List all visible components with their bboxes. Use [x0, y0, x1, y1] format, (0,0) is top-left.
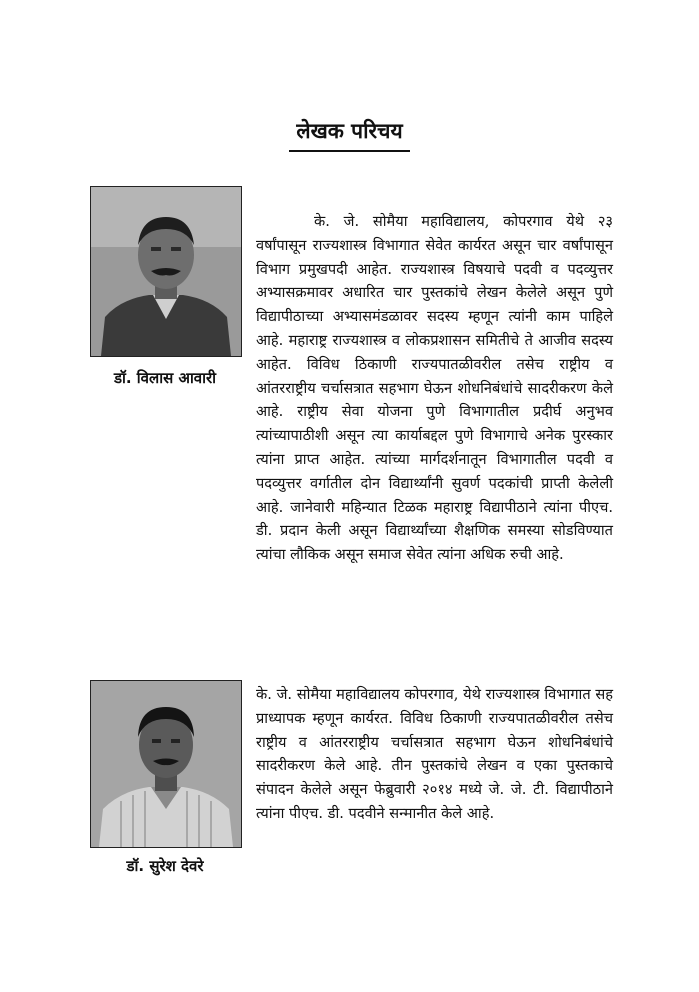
page-title: लेखक परिचय	[296, 119, 403, 143]
author-photo-vilas-awari	[90, 186, 242, 357]
author-bio: के. जे. सोमैया महाविद्यालय, कोपरगाव येथे २३ वर्षांपासून राज्यशास्त्र विभागात सेवेत कार्यरत असून चार वर्षांपासून विभाग प्रमुखपदी आहेत. राज्यशास्त्र विषयाचे पदवी व पदव्युत्तर अभ्यासक्रमावर अधारित चार पुस्तकांचे लेखन केलेले असून पुणे विद्यापीठाच्या अभ्यासमंडळावर सदस्य म्हणून त्यांनी काम पाहिले आहे. महाराष्ट्र राज्यशास्त्र व लोकप्रशासन समितीचे ते आजीव सदस्य आहेत. विविध ठिकाणी राज्यपातळीवरील तसेच राष्ट्रीय व आंतरराष्ट्रीय चर्चासत्रात सहभाग घेऊन शोधनिबंधांचे सादरीकरण केले आहे. राष्ट्रीय सेवा योजना पुणे विभागातील प्रदीर्घ अनुभव त्यांच्यापाठीशी असून त्या कार्याबद्दल पुणे विभागाचे अनेक पुरस्कार त्यांना प्राप्त आहेत. त्यांच्या मार्गदर्शनातून विभागातील पदवी व पदव्युत्तर वर्गातील दोन विद्यार्थ्यांनी सुवर्ण पदकांची प्राप्ती केलेली आहे. जानेवारी महिन्यात टिळक महाराष्ट्र विद्यापीठाने त्यांना पीएच. डी. प्रदान केली असून विद्यार्थ्यांच्या शैक्षणिक समस्या सोडविण्यात त्यांचा लौकिक असून समाज सेवेत त्यांना अधिक रुची आहे.	[256, 213, 613, 564]
author-bio: के. जे. सोमैया महाविद्यालय कोपरगाव, येथे राज्यशास्त्र विभागात सह प्राध्यापक म्हणून कार्यरत. विविध ठिकाणी राज्यपातळीवरील तसेच राष्ट्रीय व आंतरराष्ट्रीय चर्चासत्रात सहभाग घेऊन शोधनिबंधांचे सादरीकरण केले आहे. तीन पुस्तकांचे लेखन व एका पुस्तकाचे संपादन केलेले असून फेब्रुवारी २०१४ मध्ये जे. जे. टी. विद्यापीठाने त्यांना पीएच. डी. पदवीने सन्मानीत केले आहे.	[256, 686, 613, 822]
author-photo-suresh-devre	[90, 680, 242, 848]
title-underline	[289, 150, 410, 152]
portrait-image	[91, 681, 241, 847]
author-name: डॉ. सुरेश देवरे	[126, 857, 204, 875]
author-name: डॉ. विलास आवारी	[113, 369, 217, 387]
portrait-image	[91, 187, 241, 356]
